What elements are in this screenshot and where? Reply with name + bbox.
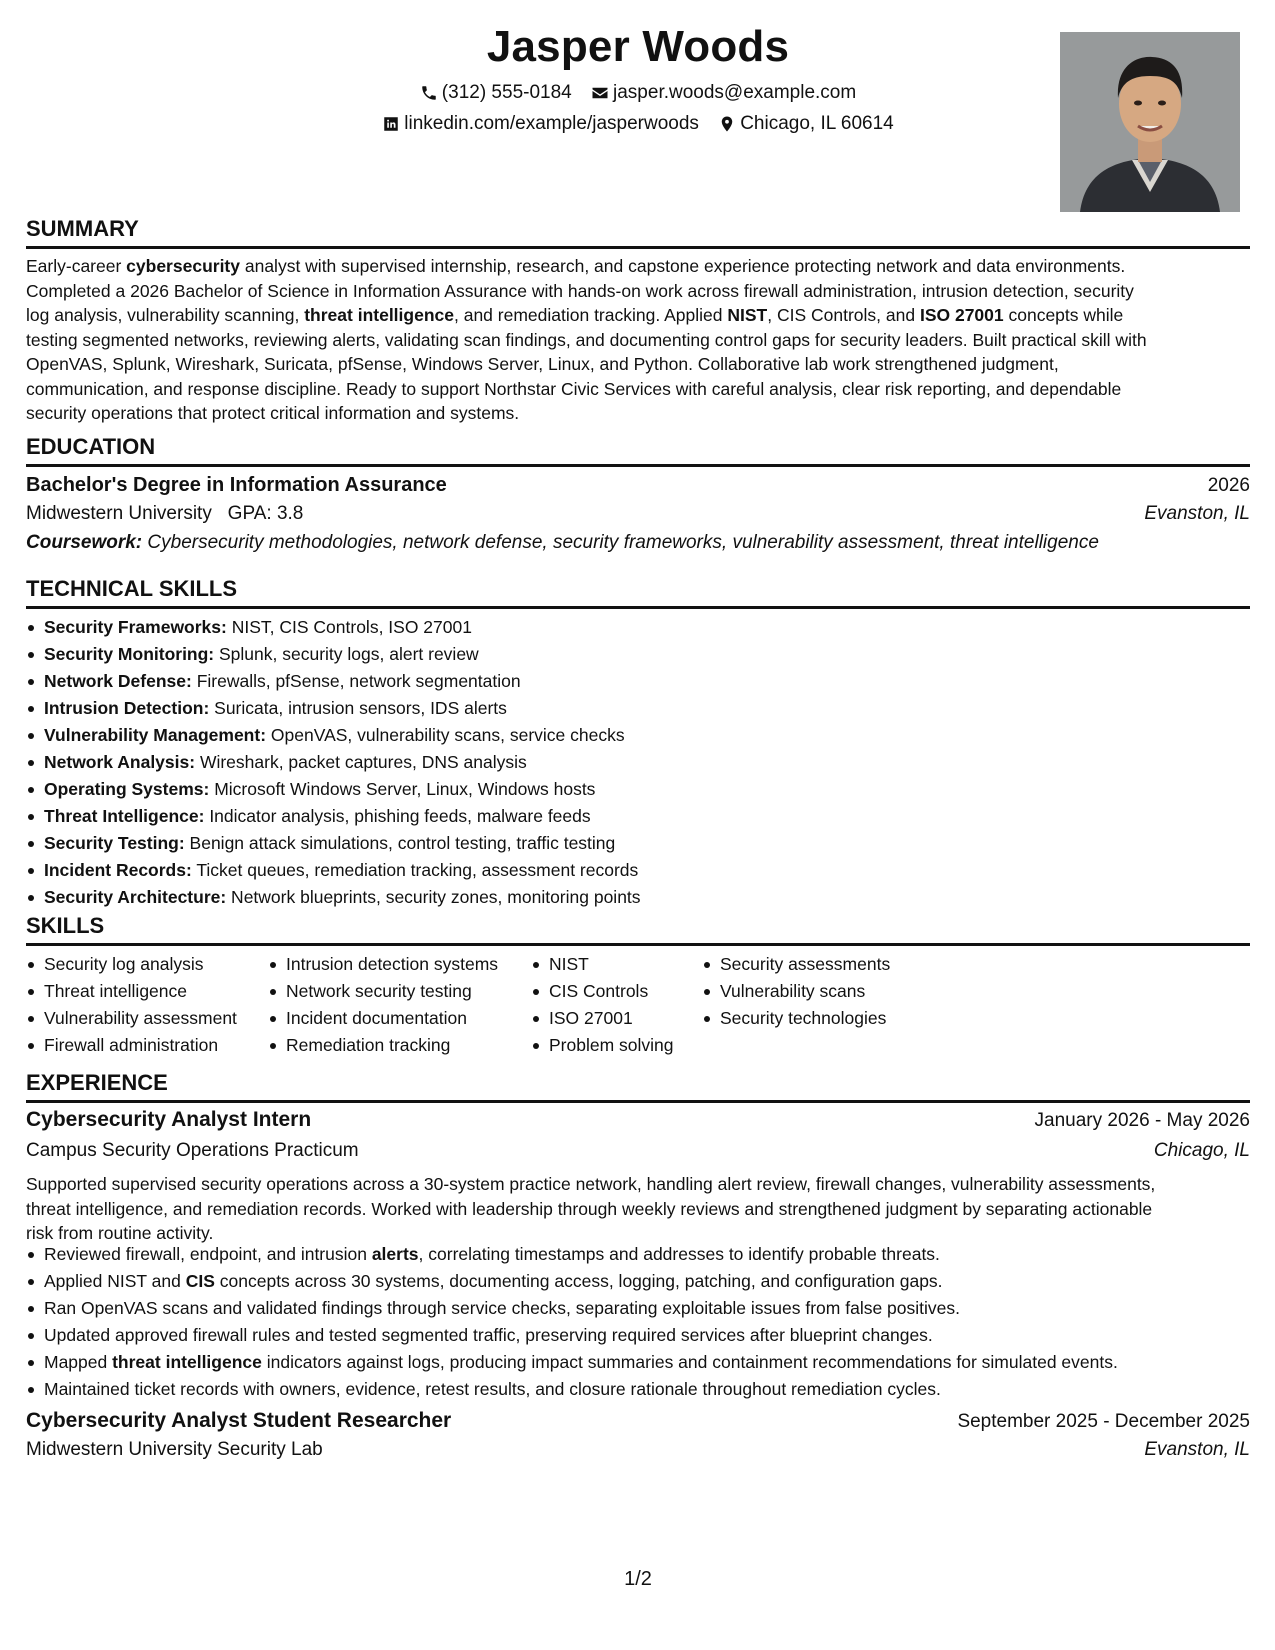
skill-values: OpenVAS, vulnerability scans, service checks — [266, 725, 625, 745]
linkedin-item[interactable] — [382, 113, 699, 135]
technical-skill-item — [26, 803, 641, 830]
header — [26, 20, 1250, 220]
job-bullet: Mapped threat intelligence indicators against logs, producing impact summaries and containment recommendations for simulated events. — [26, 1349, 1118, 1376]
skill-category: Vulnerability Management: — [44, 725, 267, 745]
email-item[interactable] — [591, 82, 856, 104]
technical-skill-item — [26, 857, 641, 884]
skill-category: Intrusion Detection: — [44, 698, 210, 718]
summary-paragraph — [26, 254, 1250, 426]
technical-skill-item — [26, 614, 641, 641]
skill-item: Problem solving — [531, 1032, 674, 1059]
skill-category: Security Testing: — [44, 833, 185, 853]
phone-item — [420, 82, 572, 104]
summary-line: Completed a 2026 Bachelor of Science in Information Assurance with hands-on work across firewall administration, intrusion detection, security — [26, 280, 1134, 301]
summary-divider — [26, 246, 1250, 249]
job-1-title: Cybersecurity Analyst Intern — [26, 1108, 312, 1131]
technical-skills-heading: TECHNICAL SKILLS — [26, 576, 238, 601]
job-1-title-row — [26, 1108, 1250, 1132]
skill-values: Indicator analysis, phishing feeds, malware feeds — [204, 806, 591, 826]
skill-category: Threat Intelligence: — [44, 806, 205, 826]
skill-item: Security technologies — [702, 1005, 890, 1032]
summary-line: security operations that protect critical information and systems. — [26, 403, 520, 423]
resume-page — [26, 0, 1250, 1650]
job-1-bullets — [26, 1241, 1118, 1403]
coursework-line — [26, 532, 1099, 554]
skill-item: Incident documentation — [268, 1005, 498, 1032]
job-2-location: Evanston, IL — [1144, 1439, 1250, 1460]
job-bullet: Reviewed firewall, endpoint, and intrusion alerts, correlating timestamps and addresses to identify probable threats. — [26, 1241, 1118, 1268]
phone-number: (312) 555-0184 — [441, 82, 572, 103]
job-2-dates: September 2025 - December 2025 — [957, 1411, 1250, 1432]
summary-line: testing segmented networks, reviewing alerts, validating scan findings, and documenting control gaps for security leaders. Built practical skill with — [26, 329, 1147, 350]
envelope-icon — [591, 84, 609, 102]
experience-heading: EXPERIENCE — [26, 1070, 168, 1095]
skill-item: CIS Controls — [531, 978, 674, 1005]
summary-line: log analysis, vulnerability scanning, threat intelligence, and remediation tracking. Applied NIST, CIS Controls, and ISO 27001 concepts while — [26, 305, 1124, 325]
skill-values: Ticket queues, remediation tracking, assessment records — [191, 860, 639, 880]
technical-skill-item — [26, 776, 641, 803]
skill-item: Intrusion detection systems — [268, 951, 498, 978]
skill-values: Benign attack simulations, control testing, traffic testing — [184, 833, 616, 853]
candidate-name: Jasper Woods — [486, 22, 790, 71]
degree-row — [26, 474, 1250, 497]
skills-column-3 — [531, 951, 674, 1059]
map-pin-icon — [718, 115, 736, 133]
education-divider — [26, 464, 1250, 467]
technical-skill-item — [26, 884, 641, 911]
skill-category: Network Defense: — [44, 671, 192, 691]
location-item — [718, 113, 894, 135]
summary-heading: SUMMARY — [26, 216, 139, 241]
job-bullet: Applied NIST and CIS concepts across 30 systems, documenting access, logging, patching, and configuration gaps. — [26, 1268, 1118, 1295]
school-line — [26, 503, 303, 525]
school-location: Evanston, IL — [1144, 503, 1250, 524]
linkedin-link[interactable]: linkedin.com/example/jasperwoods — [404, 113, 699, 134]
skill-values: NIST, CIS Controls, ISO 27001 — [226, 617, 472, 637]
job-2-org: Midwestern University Security Lab — [26, 1439, 323, 1460]
job-1-location: Chicago, IL — [1153, 1140, 1250, 1161]
technical-skill-item — [26, 641, 641, 668]
technical-skill-item — [26, 749, 641, 776]
skill-category: Security Architecture: — [44, 887, 227, 907]
job-1-dates: January 2026 - May 2026 — [1034, 1110, 1250, 1131]
gpa: GPA: 3.8 — [227, 503, 304, 524]
skill-item: ISO 27001 — [531, 1005, 674, 1032]
emphasis-text: cybersecurity — [126, 256, 240, 276]
technical-skill-item — [26, 668, 641, 695]
skill-values: Wireshark, packet captures, DNS analysis — [195, 752, 527, 772]
emphasis-text: NIST — [727, 305, 768, 325]
job-2-org-row — [26, 1439, 1250, 1461]
skills-column-2 — [268, 951, 498, 1059]
job-1-org-row — [26, 1140, 1250, 1162]
skill-values: Suricata, intrusion sensors, IDS alerts — [209, 698, 507, 718]
skills-divider — [26, 943, 1250, 946]
skill-values: Network blueprints, security zones, monitoring points — [226, 887, 641, 907]
skill-category: Security Monitoring: — [44, 644, 215, 664]
skill-category: Network Analysis: — [44, 752, 196, 772]
skill-item: Network security testing — [268, 978, 498, 1005]
emphasis-text: threat intelligence — [112, 1352, 262, 1372]
skill-item: NIST — [531, 951, 674, 978]
summary-line: OpenVAS, Splunk, Wireshark, Suricata, pfSense, Windows Server, Linux, and Python. Collaborative lab work strengthened judgment, — [26, 354, 1059, 374]
experience-divider — [26, 1100, 1250, 1103]
skills-column-1 — [26, 951, 237, 1059]
skill-item: Remediation tracking — [268, 1032, 498, 1059]
education-heading: EDUCATION — [26, 434, 156, 459]
technical-skill-item — [26, 695, 641, 722]
job-2-title-row — [26, 1409, 1250, 1433]
emphasis-text: ISO 27001 — [919, 305, 1004, 325]
technical-skill-item — [26, 722, 641, 749]
school-name: Midwestern University — [26, 503, 212, 524]
profile-photo — [1060, 32, 1240, 212]
summary-line: Early-career cybersecurity analyst with supervised internship, research, and capstone experience protecting network and data environments. — [26, 256, 1126, 276]
skill-category: Operating Systems: — [44, 779, 210, 799]
job-1-org: Campus Security Operations Practicum — [26, 1140, 359, 1161]
skills-column-4 — [702, 951, 890, 1032]
coursework-text: Cybersecurity methodologies, network defense, security frameworks, vulnerability assessment, threat intelligence — [142, 532, 1099, 553]
graduation-year: 2026 — [1207, 475, 1250, 496]
job-1-description — [26, 1172, 1250, 1246]
skill-item: Firewall administration — [26, 1032, 237, 1059]
skill-item: Threat intelligence — [26, 978, 237, 1005]
technical-skills-divider — [26, 606, 1250, 609]
degree-title: Bachelor's Degree in Information Assurance — [26, 474, 447, 496]
skill-values: Firewalls, pfSense, network segmentation — [191, 671, 521, 691]
technical-skills-list — [26, 614, 641, 911]
page-number: 1/2 — [624, 1568, 652, 1590]
location-text: Chicago, IL 60614 — [740, 113, 894, 134]
linkedin-icon — [382, 115, 400, 133]
skill-values: Splunk, security logs, alert review — [214, 644, 479, 664]
phone-icon — [420, 84, 438, 102]
skill-item: Vulnerability scans — [702, 978, 890, 1005]
school-row — [26, 503, 1250, 525]
summary-line: communication, and response discipline. Ready to support Northstar Civic Services with careful analysis, clear risk reporting, and dependable — [26, 378, 1122, 399]
skill-values: Microsoft Windows Server, Linux, Windows hosts — [209, 779, 596, 799]
emphasis-text: alerts — [371, 1244, 419, 1264]
skill-category: Incident Records: — [44, 860, 192, 880]
job-description-line: Supported supervised security operations across a 30-system practice network, handling alert review, firewall changes, vulnerability assessments, — [26, 1174, 1156, 1194]
job-bullet: Updated approved firewall rules and tested segmented traffic, preserving required services after blueprint changes. — [26, 1322, 1118, 1349]
skill-item: Security assessments — [702, 951, 890, 978]
job-2-title: Cybersecurity Analyst Student Researcher — [26, 1409, 452, 1432]
technical-skill-item — [26, 830, 641, 857]
emphasis-text: threat intelligence — [304, 305, 454, 325]
skill-item: Security log analysis — [26, 951, 237, 978]
job-description-line: threat intelligence, and remediation records. Worked with leadership through weekly reviews and strengthened judgment by separating actionable — [26, 1198, 1153, 1219]
job-bullet: Ran OpenVAS scans and validated findings through service checks, separating exploitable issues from false positives. — [26, 1295, 1118, 1322]
emphasis-text: CIS — [185, 1271, 215, 1291]
coursework-label: Coursework: — [26, 532, 143, 553]
email-link[interactable]: jasper.woods@example.com — [613, 82, 857, 103]
skill-item: Vulnerability assessment — [26, 1005, 237, 1032]
skills-heading: SKILLS — [26, 913, 105, 938]
job-description-line: risk from routine activity. — [26, 1223, 214, 1243]
skill-category: Security Frameworks: — [44, 617, 227, 637]
job-bullet: Maintained ticket records with owners, evidence, retest results, and closure rationale throughout remediation cycles. — [26, 1376, 1118, 1403]
